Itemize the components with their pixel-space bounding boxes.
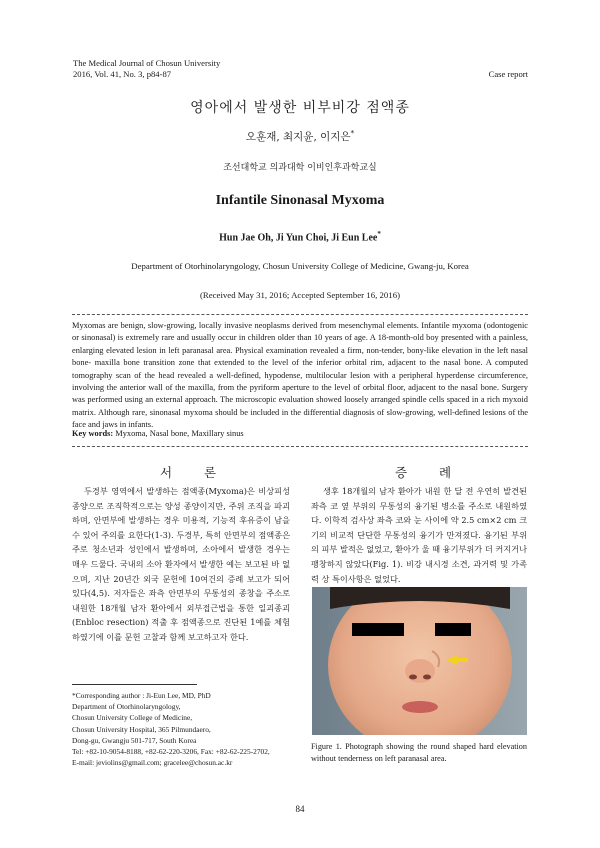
footnote-line: Dong-gu, Gwangju 501-717, South Korea bbox=[72, 735, 197, 745]
footnote-rule bbox=[72, 684, 197, 685]
english-affiliation: Department of Otorhinolaryngology, Chosun University College of Medicine, Gwang-ju, Korea bbox=[131, 261, 469, 271]
article-type: Case report bbox=[488, 69, 528, 79]
english-title: Infantile Sinonasal Myxoma bbox=[215, 193, 385, 208]
journal-header bbox=[73, 58, 220, 80]
footnote-line: Tel: +82-10-9054-8188, +82-62-220-3206, Fax: +82-62-225-2702, bbox=[72, 747, 270, 757]
page-number: 84 bbox=[295, 804, 305, 814]
case-body bbox=[311, 484, 527, 586]
footnote-line: Chosun University College of Medicine, bbox=[72, 713, 193, 723]
keywords bbox=[72, 429, 528, 438]
intro-heading: 서 론 bbox=[160, 465, 231, 480]
keywords-value: Myxoma, Nasal bone, Maxillary sinus bbox=[115, 429, 244, 438]
abstract: Myxomas are benign, slow-growing, locally invasive neoplasms derived from mesenchymal elements. Infantile myxoma (odontogenic or sinonasal) is extremely rare and usually occur in children older than 10 years of age. A 18-month-old boy presented with a painless, enlarging elevated lesion in left paranasal area. Physical examination revealed a firm, non-tender, bony-like elevation in the left nasal bone- maxilla bone transition zone that extended to the level of the inferior orbital rim, adjacent to the nasal bone. A computed tomography scan of the head revealed a well-defined, hypodense, multilocular lesion with a peripheral hyperdense circumference, involving the anterior wall of the maxilla, from the pyriform aperture to the level of orbital floor, adjacent to the nasal bone. Surgery was performed using an external approach. The microscopic evaluation showed loosely arranged spindle cells spaced in a rich myxoid matrix. Although rare, sinonasal myxoma should be included in the differential diagnosis of slow-growing, well-defined lesions of the face and jaws in infants. bbox=[72, 321, 528, 430]
intro-body bbox=[72, 484, 290, 645]
footnote-line: Department of Otorhinolaryngology, bbox=[72, 702, 181, 712]
case-heading: 증 례 bbox=[395, 465, 466, 480]
keywords-label: Key words: bbox=[72, 429, 114, 438]
korean-authors bbox=[0, 129, 600, 144]
journal-issue: 2016, Vol. 41, No. 3, p84-87 bbox=[73, 69, 172, 79]
footnote-line: Chosun University Hospital, 365 Pilmundaero, bbox=[72, 724, 211, 734]
intro-paragraph: 두경부 영역에서 발생하는 점액종(Myxoma)은 비상피성 종양으로 조직학적으로는 양성 종양이지만, 주위 조직을 파괴하며, 안면부에 발생하는 경우 미용적, 기능적 후유증이 남을 수 있어 주의를 요한다(1-3). 두경부, 특히 안면부의 점액종은 주로 청소년과 성인에서 발생하며, 소아에서 발생한 경우는 매우 드물다. 국내의 소아 환자에서 발생한 예는 보고된 바 없으며, 지난 20년간 외국 문헌에 10여건의 증례 보고가 되어 있다(4,5). 저자들은 좌측 안면부의 무통성의 종창을 주소로 내원한 18개월 남자 환아에서 외부접근법을 통한 일괴종괴(Enbloc resection) 적출 후 점액종으로 진단된 1예를 체험하였기에 이를 문헌 고찰과 함께 보고하고자 한다. bbox=[72, 486, 290, 642]
korean-affiliation: 조선대학교 의과대학 이비인후과학교실 bbox=[223, 163, 377, 173]
case-paragraph: 생후 18개월의 남자 환아가 내원 한 달 전 우연히 발견된 좌측 코 옆 부위의 무통성의 융기된 병소를 주소로 내원하였다. 이학적 검사상 좌측 코와 눈 사이에 약 2.5 cm×2 cm 크기의 비교적 단단한 무통성의 융기가 만져졌다. 융기된 부위의 피부 발적은 없었고, 환아가 울 때 융기부위가 더 커지거나 팽창하지 않았다(Fig. 1). 비강 내시경 소견, 과거력 및 가족력 상 특이사항은 없었다. bbox=[311, 486, 527, 584]
korean-author-names: 오훈재, 최지윤, 이지은 bbox=[245, 131, 351, 143]
english-author-names: Hun Jae Oh, Ji Yun Choi, Ji Eun Lee bbox=[219, 232, 378, 244]
korean-title: 영아에서 발생한 비부비강 점액종 bbox=[190, 100, 410, 116]
abstract-bottom-divider bbox=[72, 446, 528, 447]
corresponding-author-footnote bbox=[72, 690, 302, 768]
english-authors bbox=[0, 230, 600, 243]
english-author-mark: * bbox=[377, 230, 381, 238]
figure-1-photo bbox=[312, 587, 527, 735]
journal-name: The Medical Journal of Chosun University bbox=[73, 58, 221, 68]
figure-1-drawing bbox=[312, 587, 527, 735]
received-dates: (Received May 31, 2016; Accepted September 16, 2016) bbox=[199, 290, 401, 300]
korean-author-mark: * bbox=[350, 129, 355, 138]
footnote-line: *Corresponding author : Ji-Eun Lee, MD, PhD bbox=[72, 691, 211, 700]
figure-1-caption: Figure 1. Photograph showing the round shaped hard elevation without tenderness on left paranasal area. bbox=[311, 742, 527, 764]
abstract-top-divider bbox=[72, 314, 528, 315]
footnote-line: E-mail: jeviolins@gmail.com; gracelee@chosun.ac.kr bbox=[72, 758, 233, 768]
